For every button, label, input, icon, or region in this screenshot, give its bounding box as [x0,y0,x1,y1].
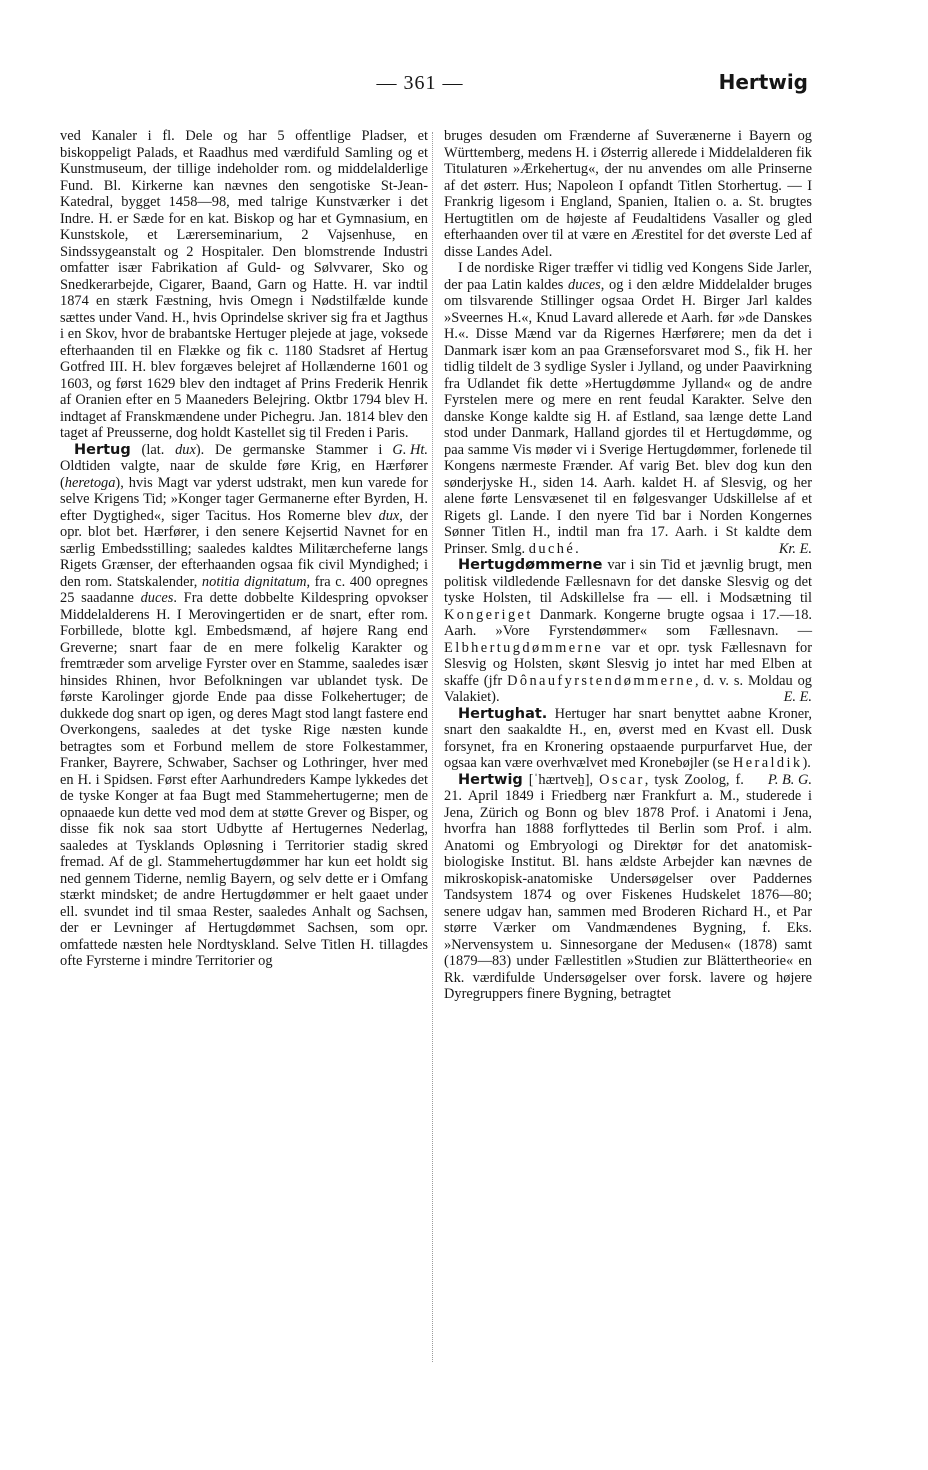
entry-paragraph [444,260,812,557]
entry-text: . [575,540,579,557]
author-signature: P. B. G. [767,771,812,788]
spaced-term: Kongeriget [444,606,533,623]
entry-text: I de nordiske Riger træffer vi tidlig ved Kongens Side Jarler, der paa Latin kaldes [444,260,812,293]
entry-hertwig [444,772,812,1003]
italic-term: notitia dignitatum [201,573,307,590]
italic-term: duces [140,590,174,606]
entry-text: , d. v. s. Moldau og Valakiet). [444,672,813,705]
entry-text: (lat. [130,441,176,458]
page-header [0,72,928,102]
entry-hertugdommerne [444,557,812,706]
spaced-name: Oscar [599,771,645,788]
italic-term: heretoga [64,474,116,491]
entry-text: var i sin Tid et jævnlig brugt, men politisk vildledende Fællesnavn for det danske Slesvig og det tyske Holsten, til Adskillelse fra — ell. i Modsætning til [444,557,812,606]
entry-text: [ˈhærtveẖ], [522,771,600,788]
entry-text: , og i den ældre Middelalder bruges om tilsvarende Stillinger ogsaa Ordet H. Birger Jarl kaldes »Sveernes H.«, Knud Lavard allerede et Aarh. før »de Danskes H.«. Disse Mænd var da Rigernes Hærførere; men da det i Danmark især kom an paa Grænseforsvaret mod S., fik H. her tidlig tildelt de 3 sydlige Sysler i Jylland, og under Paavirkning fra Udlandet fik dette »Hertugdømme Jylland« og de andre Fyrstelen mere og mere en rent feudal Karakter. Selve den danske Konge kaldte sig H. af Estland, saa længe dette Land stod under Danmark, Halland gjordes til et Hertugdømme, og paa samme Vis møder vi i Sverige Hertugdømmer, forlenede til Kongens nærmeste Frænder. Af varig Bet. blev dog kun den sønderjyske H., siden 14. Aarh. kaldet H. af Slesvig, og her alene førte Lensvæsenet til en følgesvanger Udskillelse af et Rigets gl. Lande. I den nyere Tid bar i Norden Kongernes Sønner Titlen H., indtil man fra 17. Aarh. i St kaldte dem Prinser. Smlg. [444,276,812,557]
entry-text: ). [802,755,811,771]
entry-text: Danmark. Kongerne brugte ogsaa i 17.—18. Aarh. »Vore Fyrstendømmer« som Fællesnavn. — [444,606,812,639]
entry-text: ), hvis Magt var yderst udstrakt, men kun varede for selve Krigens Tid; »Konger tager Germanerne efter Byrden, H. efter Dygtighed«, siger Tacitus. Hos Romerne blev [60,474,428,524]
headword: Hertugdømmerne [458,557,603,573]
author-signature: Kr. E. [778,540,812,557]
entry-text: Hertuger har snart benyttet aabne Kroner, snart den saakaldte H., en, øverst med en Kvast ell. Dusk forsynet, fra en Kronering opstaaende purpurfarvet Hue, der ogsaa kan være overhvælvet med Kronebøjler (se [444,705,812,771]
italic-term: dux [175,441,196,458]
italic-term: duces [568,276,601,293]
spaced-term: Elbhertugdømmerne [444,639,604,656]
entry-text: ved Kanaler i fl. Dele og har 5 offentlige Pladser, et biskoppeligt Palads, et Raadhus med værdifuld Samling og et Kunstmuseum, der tillige indeholder rom. og middelalderlige Fund. Bl. Kirkerne kan nævnes den sengotiske St-Jean-Katedral, bygget 1458—98, med talrige Kunstværker i det Indre. H. er Sæde for en kat. Biskop og har et Gymnasium, en Kunstskole, et Lærerseminarium, 2 Vajsenhuse, en Sindssygeanstalt og 2 Hospitaler. Den blomstrende Industri omfatter især Fabrikation af Guld- og Sølvvarer, Sko og Snedkerarbejde, Cigarer, Baand, Garn og Hatte. H. var indtil 1874 en stærk Fæstning, hvis Omegn i Nødstilfælde kunde sættes under Vand. H., hvis Oprindelse skriver sig fra et Jagthus i en Skov, hvor de brabantske Hertuger plejede at jage, voksede efterhaanden til en Flække og fik c. 1180 Stadsret af Hertug Gotfred III. H. blev forgæves belejret af Hollænderne 1601 og 1603, og først 1629 blev den indtaget af Prins Frederik Henrik af Oranien efter en 5 Maaneders Belejring. Oktbr 1794 blev H. indtaget af Franskmændene under Pichegru. Jan. 1814 blev den taget af Preusserne, dog holdt Kastellet sig til Freden i Paris. [60,128,428,441]
headword: Hertug [74,441,131,458]
entry-continuation [444,128,812,260]
headword: Hertwig [458,771,523,788]
entry-text: bruges desuden om Frænderne af Suverænerne i Bayern og Württemberg, medens H. i Østerrig allerede i Middelalderen fik Titulaturen »Ærkehertug«, der nu anvendes om alle Prinserne af det østerr. Hus; Napoleon I opfandt Titlen Storhertug. — I Frankrig ligesom i England, Spanien, Italien o. a. St. brugtes Hertugtitlen om de højeste af Feudaltidens Vasaller og gled efterhaanden over til at være en Ærestitel for det øverste Led af disse Landes Adel. [444,128,812,260]
entry-text: , der opr. blot bet. Hærfører, i den senere Kejsertid Navnet for en særlig Embedsstilling; saaledes kaldtes Militærcheferne langs Rigets Grænser, der efterhaanden ogsaa fik civil Myndighed; i den rom. Statskalender, [60,507,428,590]
entry-text: , fra c. 400 opregnes 25 saadanne [60,573,428,606]
entry-text: , tysk Zoolog, f. 21. April 1849 i Friedberg nær Frankfurt a. M., studerede i Jena, Zürich og Bonn og blev 1878 Prof. i Anatomi i Jena, hvorfra han 1888 forflyttedes til Berlin som Prof. i alm. Anatomi og Embryologi og Direktør for det anatomisk-biologiske Institut. Bl. hans ældste Arbejder kan nævnes de mikroskopisk-anatomiske Undersøgelser over Paddernes Tandsystem 1874 og over Fiskenes Hudskelet 1876—80; senere udgav han, sammen med Broderen Richard H., et Par større Værker om Vandmændenes Bygning, f. Eks. »Nervensystem u. Sinnesorgane der Medusen« (1878) samt (1879—83) under Fællestitlen »Studien zur Blättertheorie« en Rk. værdifulde Undersøgelser over forsk. lavere og højere Dyregruppers finere Bygning, betragtet [444,771,812,1002]
entry-text: ). De germanske Stammer i Oldtiden valgte, naar de skulde føre Krig, en Hærfører ( [60,441,428,491]
author-signature: E. E. [783,689,812,705]
entry-text: . Fra dette dobbelte Kildespring opvokser Middelalderens H. I Merovingertiden er de snart, efter rom. Forbillede, blotte kgl. Embedsmænd, af højere Rang end Greverne; snart faar de en mere folkelig Karakter og fremtræder som arvelige Fyrster over en Stamme, saaledes især hinsides Rhinen, hvor Befolkningen var ublandet tysk. De første Karolinger gjorde Ende paa disse Folkehertuger; de dukkede dog snart op igen, og deres Magt stod langt fastere end Overkongens, saaledes at det tyske Rige næsten kunde betragtes som et Forbund mellem de store Folkestammer, Franker, Bayrere, Schwaber, Sachser og Lothringer, hver med en H. i Spidsen. Først efter Aarhundreders Kampe lykkedes det de tyske Konger at faa Bugt med Stammehertugerne; men de opnaaede kun dette ved mod dem at støtte Grever og Bisper, og disse fik nok saa stort Udbytte af Hertugernes Nederlag, saaledes at Tysklands Opløsning i Territorier stadig skred fremad. Af de gl. Stammehertugdømmer har kun eet holdt sig ned gennem Tiderne, nemlig Bayern, og selv dette er i Omfang stærkt mindsket; de andre Hertugdømmer er helt gaaet under ell. svundet ind til smaa Rester, saaledes Anhalt og Sachsen, der er Levninger af Hertugdømmet Sachsen, som opr. omfattede næsten hele Nordtyskland. Selve Titlen H. tillagdes ofte Fyrsterne i mindre Territorier og [60,590,428,969]
entry-text: var et opr. tysk Fællesnavn for Slesvig og Holsten, skønt Slesvig jo intet har med Elben at skaffe (jfr [444,639,812,689]
entry-hertug [60,442,428,970]
headword: Hertughat. [458,705,548,722]
page-number: — 361 — [376,72,464,94]
right-column [444,128,812,1003]
cross-reference: Heraldik [732,755,803,771]
author-signature: G. Ht. [392,441,428,458]
italic-term: dux [378,507,400,524]
running-head: Hertwig [718,70,808,94]
cross-reference: duché [528,540,576,557]
column-divider [432,132,433,1362]
cross-reference: Dônaufyrstendømmerne [507,672,695,689]
left-column [60,128,428,970]
